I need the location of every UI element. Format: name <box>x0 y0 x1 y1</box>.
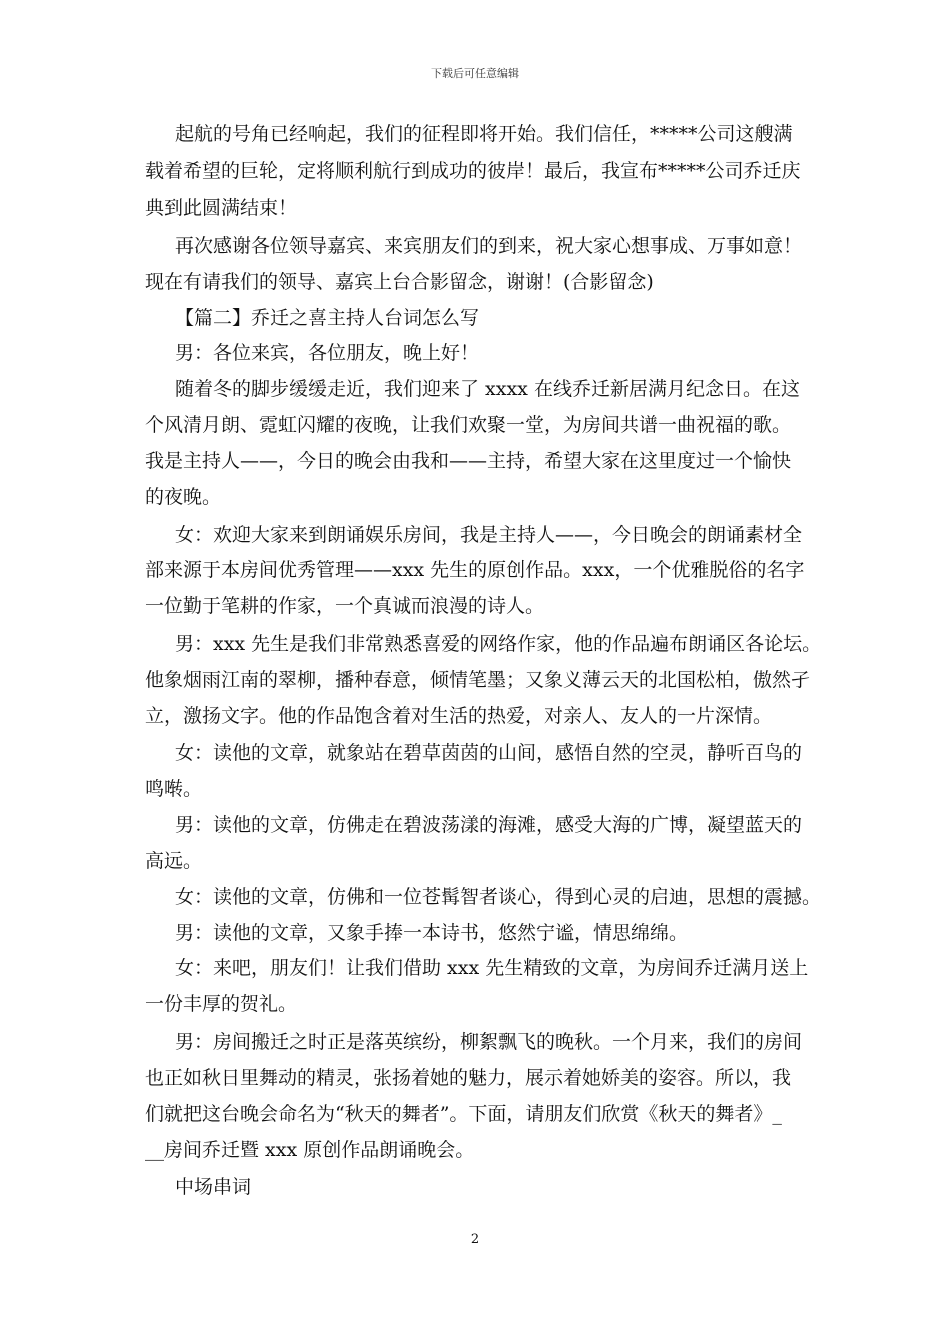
text-line: 他象烟雨江南的翠柳，播种春意，倾情笔墨；又象义薄云天的北国松柏，傲然孑 <box>145 669 811 691</box>
text-line: 个风清月朗、霓虹闪耀的夜晚，让我们欢聚一堂，为房间共谱一曲祝福的歌。 <box>145 414 792 436</box>
page-number: 2 <box>470 1232 480 1247</box>
text-line: 们就把这台晚会命名为“秋天的舞者”。下面，请朋友们欣赏《秋天的舞者》_ <box>145 1103 782 1125</box>
text-line: 鸣啭。 <box>145 778 203 800</box>
text-line: 载着希望的巨轮，定将顺利航行到成功的彼岸！最后，我宣布*****公司乔迁庆 <box>145 160 801 182</box>
text-line: 现在有请我们的领导、嘉宾上台合影留念，谢谢！(合影留念) <box>145 271 654 293</box>
text-line: 男：各位来宾，各位朋友，晚上好！ <box>175 342 480 364</box>
text-line: 女：读他的文章，就象站在碧草茵茵的山间，感悟自然的空灵，静听百鸟的 <box>175 742 803 764</box>
page-header: 下载后可任意编辑 <box>431 67 519 80</box>
text-line: 女：来吧，朋友们！让我们借助 xxx 先生精致的文章，为房间乔迁满月送上 <box>175 957 809 979</box>
text-line: 女：读他的文章，仿佛和一位苍髯智者谈心，得到心灵的启迪，思想的震撼。 <box>175 886 822 908</box>
text-line: 男：读他的文章，仿佛走在碧波荡漾的海滩，感受大海的广博，凝望蓝天的 <box>175 814 803 836</box>
text-line: 也正如秋日里舞动的精灵，张扬着她的魅力，展示着她娇美的姿容。所以，我 <box>145 1067 792 1089</box>
text-line: 起航的号角已经响起，我们的征程即将开始。我们信任，*****公司这艘满 <box>175 123 793 145</box>
section-heading: 【篇二】乔迁之喜主持人台词怎么写 <box>175 307 480 329</box>
text-line: 一位勤于笔耕的作家，一个真诚而浪漫的诗人。 <box>145 595 545 617</box>
text-line: 中场串词 <box>175 1176 252 1198</box>
text-line: 男：房间搬迁之时正是落英缤纷，柳絮飘飞的晚秋。一个月来，我们的房间 <box>175 1031 803 1053</box>
text-line: __房间乔迁暨 xxx 原创作品朗诵晚会。 <box>145 1139 475 1161</box>
text-line: 典到此圆满结束！ <box>145 197 298 219</box>
text-line: 男：xxx 先生是我们非常熟悉喜爱的网络作家，他的作品遍布朗诵区各论坛。 <box>175 633 822 655</box>
text-line: 高远。 <box>145 850 203 872</box>
text-line: 女：欢迎大家来到朗诵娱乐房间，我是主持人——，今日晚会的朗诵素材全 <box>175 524 803 546</box>
text-line: 一份丰厚的贺礼。 <box>145 993 298 1015</box>
text-line: 随着冬的脚步缓缓走近，我们迎来了 xxxx 在线乔迁新居满月纪念日。在这 <box>175 378 800 400</box>
text-line: 立，激扬文字。他的作品饱含着对生活的热爱，对亲人、友人的一片深情。 <box>145 705 773 727</box>
text-line: 我是主持人——，今日的晚会由我和——主持，希望大家在这里度过一个愉快 <box>145 450 792 472</box>
text-line: 的夜晚。 <box>145 486 222 508</box>
text-line: 部来源于本房间优秀管理——xxx 先生的原创作品。xxx，一个优雅脱俗的名字 <box>145 559 805 581</box>
text-line: 男：读他的文章，又象手捧一本诗书，悠然宁谧，情思绵绵。 <box>175 922 689 944</box>
text-line: 再次感谢各位领导嘉宾、来宾朋友们的到来，祝大家心想事成、万事如意！ <box>175 235 803 257</box>
